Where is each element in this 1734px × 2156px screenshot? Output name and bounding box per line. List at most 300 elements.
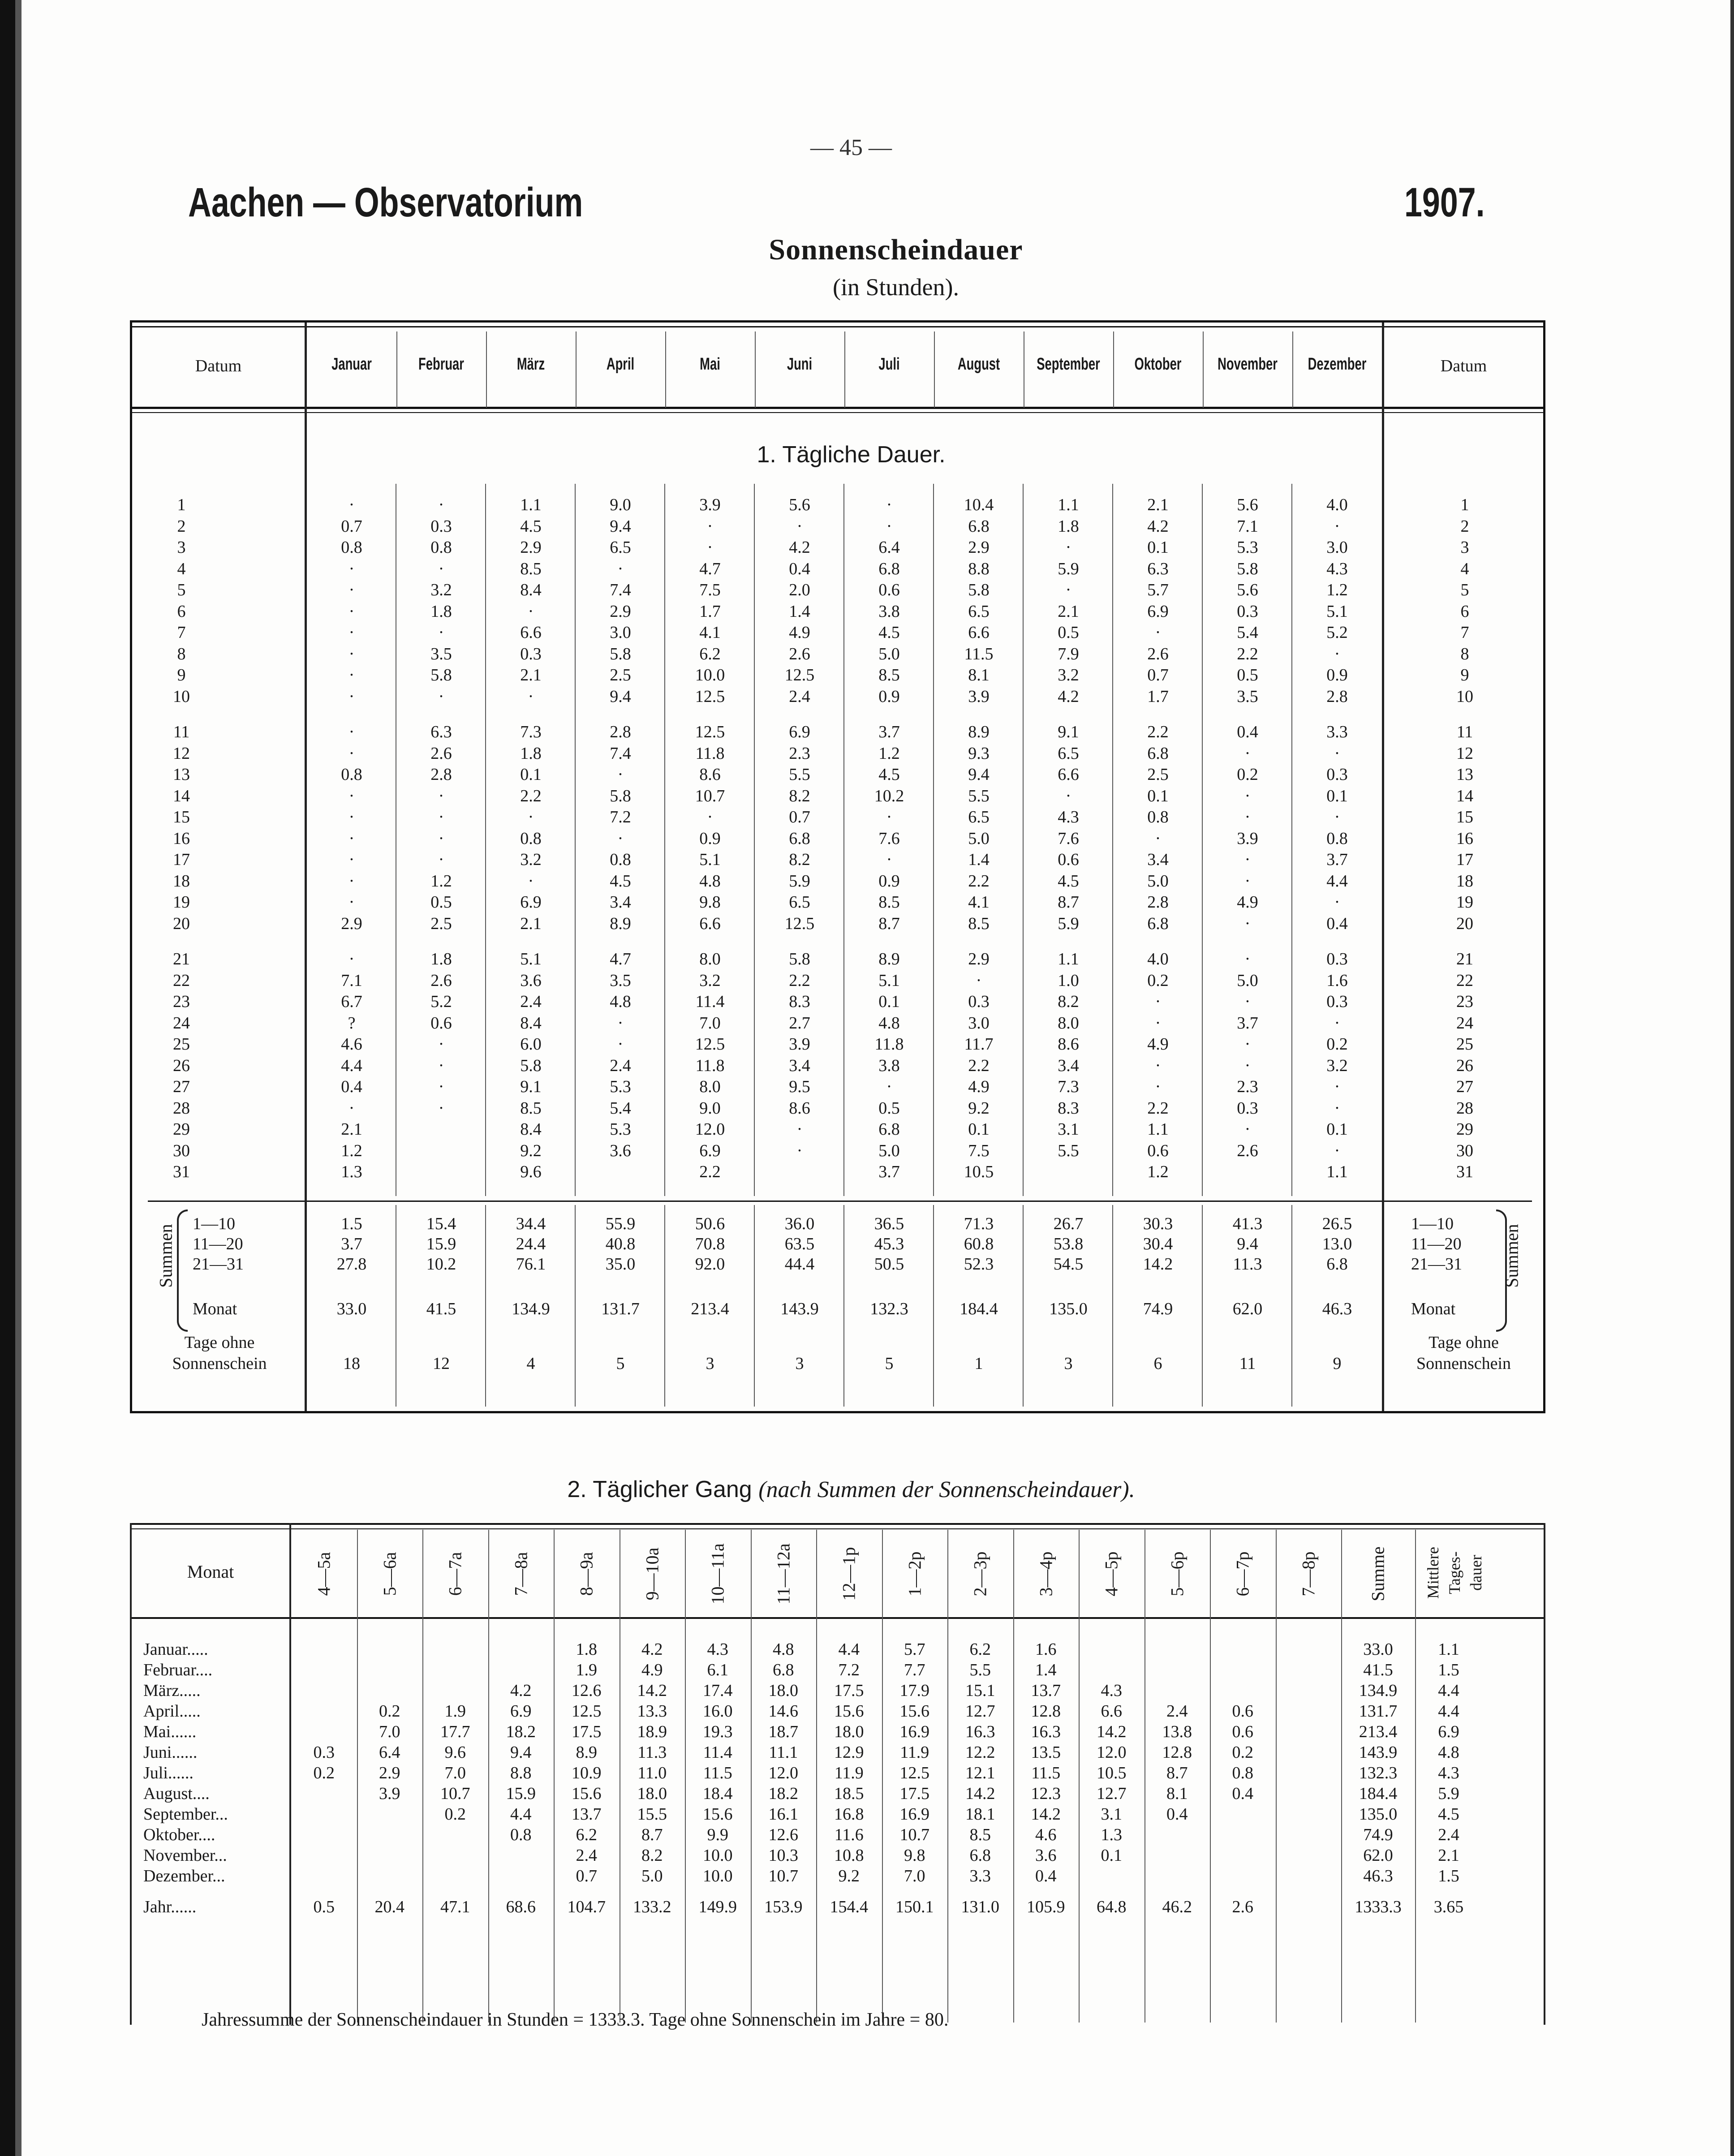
table-row-day-label-right: 4 [1460, 559, 1469, 578]
book-binding-edge [0, 0, 15, 2156]
day-value-cell: 6.3 [1147, 559, 1169, 578]
day-value-cell: · [1244, 850, 1251, 869]
day-value-cell: 5.8 [520, 1056, 542, 1075]
hourly-value-cell: 9.4 [510, 1743, 532, 1762]
month-sum-cell: 33.0 [1363, 1640, 1393, 1659]
table-row-day-label: 30 [173, 1141, 190, 1160]
table1-bottom-rule [148, 1411, 1532, 1412]
table-row-day-label-right: 22 [1456, 971, 1473, 990]
hourly-value-cell: 10.7 [440, 1784, 470, 1803]
day-value-cell: 4.4 [341, 1056, 362, 1075]
day-value-cell: 2.2 [968, 1056, 990, 1075]
day-value-cell: 6.6 [968, 623, 990, 642]
day-value-cell: 7.1 [341, 971, 362, 990]
hourly-value-cell: 8.5 [969, 1825, 991, 1844]
day-value-cell: · [1244, 992, 1251, 1011]
table-row-day-label-right: 30 [1456, 1141, 1473, 1160]
month-row-label: März..... [143, 1681, 201, 1700]
day-value-cell: 2.4 [520, 992, 542, 1011]
sum-row-label-right: 1—10 [1411, 1214, 1454, 1233]
day-value-cell: 0.6 [1058, 850, 1079, 869]
day-value-cell: 3.4 [610, 893, 631, 912]
day-value-cell: 11.8 [695, 1056, 725, 1075]
day-value-cell: 1.8 [430, 950, 452, 968]
day-value-cell: · [438, 808, 444, 826]
day-value-cell: 3.0 [1326, 538, 1348, 557]
table-row-day-label: 24 [173, 1013, 190, 1033]
year-value-cell: 20.4 [374, 1898, 404, 1916]
hour-header-8: 12—1p [839, 1547, 859, 1601]
sum-value-cell: 40.8 [605, 1235, 636, 1253]
table-row-day-label: 7 [177, 623, 186, 642]
hourly-value-cell: 0.4 [1035, 1867, 1057, 1885]
table-row-day-label-right: 3 [1460, 538, 1469, 557]
day-value-cell: 8.1 [968, 666, 990, 684]
day-value-cell: 1.0 [1058, 971, 1079, 990]
hourly-value-cell: 6.2 [969, 1640, 991, 1659]
day-value-cell: 7.0 [699, 1013, 721, 1033]
sum-value-cell: 26.7 [1053, 1214, 1084, 1233]
hourly-value-cell: 12.9 [834, 1743, 864, 1762]
month-mean-cell: 1.1 [1438, 1640, 1459, 1659]
day-value-cell: 3.4 [789, 1056, 810, 1075]
month-sum-cell: 184.4 [1359, 1784, 1398, 1803]
table-row-day-label: 4 [177, 559, 186, 578]
hourly-value-cell: 0.8 [1232, 1764, 1253, 1782]
month-sum-cell: 131.7 [1359, 1702, 1398, 1721]
day-value-cell: 8.4 [520, 1120, 542, 1139]
hourly-value-cell: 13.8 [1162, 1722, 1192, 1741]
day-value-cell: 0.9 [878, 871, 900, 891]
table-row-day-label: 15 [173, 808, 190, 826]
day-value-cell: 2.3 [1237, 1077, 1258, 1096]
year-heading: 1907. [1404, 180, 1485, 225]
sum-value-cell: 33.0 [336, 1300, 367, 1318]
day-value-cell: · [438, 786, 444, 805]
day-value-cell: 2.2 [968, 871, 990, 891]
day-value-cell: 3.7 [878, 723, 900, 741]
hourly-value-cell: 7.7 [904, 1661, 925, 1679]
day-value-cell: 5.9 [1058, 559, 1079, 578]
day-value-cell: 9.5 [789, 1077, 810, 1096]
table-row-day-label: 25 [173, 1035, 190, 1054]
day-value-cell: 8.0 [1058, 1013, 1079, 1033]
day-value-cell: 8.0 [699, 1077, 721, 1096]
day-value-cell: · [438, 687, 444, 706]
day-value-cell: 4.5 [610, 871, 631, 891]
table-row-day-label-right: 26 [1456, 1056, 1473, 1075]
day-value-cell: 8.8 [968, 559, 990, 578]
day-value-cell: 2.6 [430, 971, 452, 990]
table-row-day-label-right: 9 [1460, 666, 1469, 684]
hourly-value-cell: 11.6 [834, 1825, 864, 1844]
day-value-cell: 4.9 [789, 623, 810, 642]
table-row-day-label: 13 [173, 765, 190, 784]
day-value-cell: 2.8 [1326, 687, 1348, 706]
sum-value-cell: 41.5 [426, 1300, 456, 1318]
hourly-value-cell: 18.0 [637, 1784, 667, 1803]
day-value-cell: 3.7 [1326, 850, 1348, 869]
table1-column-rule [576, 331, 577, 408]
table1-column-rule [934, 331, 935, 408]
table-row-day-label-right: 31 [1456, 1162, 1473, 1181]
day-value-cell: 8.2 [1058, 992, 1079, 1011]
sum-value-cell: 46.3 [1322, 1300, 1352, 1318]
day-value-cell: 2.7 [789, 1013, 810, 1033]
sum-value-cell: 135.0 [1049, 1300, 1088, 1318]
day-value-cell: 1.3 [341, 1162, 362, 1181]
year-value-cell: 131.0 [961, 1898, 999, 1916]
hour-header-14: 6—7p [1232, 1551, 1253, 1597]
day-value-cell: 8.2 [789, 850, 810, 869]
hourly-value-cell: 5.7 [904, 1640, 925, 1659]
hourly-value-cell: 16.8 [834, 1805, 864, 1824]
day-value-cell: 0.5 [1237, 666, 1258, 684]
month-header-dezember: Dezember [1308, 355, 1367, 374]
hourly-value-cell: 0.2 [1232, 1743, 1253, 1762]
day-value-cell: 5.8 [789, 950, 810, 968]
day-value-cell: 0.9 [878, 687, 900, 706]
sum-value-cell: 50.6 [695, 1214, 725, 1233]
day-value-cell: · [349, 687, 355, 706]
day-value-cell: 0.7 [1147, 666, 1169, 684]
day-value-cell: 8.5 [520, 559, 542, 578]
hourly-value-cell: 10.3 [768, 1846, 798, 1865]
table-row-day-label-right: 1 [1460, 495, 1469, 514]
month-sum-cell: 134.9 [1359, 1681, 1398, 1700]
sum-value-cell: 76.1 [516, 1255, 546, 1274]
station-heading: Aachen — Observatorium [188, 180, 583, 225]
tage-ohne-value: 3 [795, 1354, 804, 1373]
hourly-value-cell: 8.1 [1166, 1784, 1188, 1803]
day-value-cell: 2.2 [520, 786, 542, 805]
day-value-cell: 5.6 [789, 495, 810, 514]
tage-ohne-value: 5 [885, 1354, 894, 1373]
hourly-value-cell: 0.2 [313, 1764, 335, 1782]
tage-ohne-value: 3 [706, 1354, 714, 1373]
day-value-cell: 6.9 [789, 723, 810, 741]
table1-column-rule [1292, 331, 1293, 408]
day-value-cell: 3.5 [1237, 687, 1258, 706]
day-value-cell: 6.8 [878, 559, 900, 578]
hourly-value-cell: 4.2 [510, 1681, 532, 1700]
day-value-cell: · [1334, 1077, 1340, 1096]
day-value-cell: 7.6 [1058, 829, 1079, 848]
table1-column-rule [486, 331, 487, 408]
day-value-cell: · [438, 1056, 444, 1075]
day-value-cell: 4.2 [789, 538, 810, 557]
hourly-value-cell: 12.3 [1031, 1784, 1061, 1803]
month-header-juni: Juni [787, 355, 813, 374]
sum-row-label-right: Monat [1411, 1300, 1456, 1318]
table-row-day-label: 28 [173, 1098, 190, 1118]
day-value-cell: · [349, 744, 355, 763]
hourly-value-cell: 12.5 [899, 1764, 929, 1782]
day-value-cell: 4.2 [1058, 687, 1079, 706]
sum-value-cell: 27.8 [336, 1255, 367, 1274]
day-value-cell: 11.8 [695, 744, 725, 763]
sum-value-cell: 3.7 [341, 1235, 362, 1253]
day-value-cell: 8.3 [1058, 1098, 1079, 1118]
day-value-cell: · [886, 850, 892, 869]
hourly-value-cell: 6.4 [379, 1743, 400, 1762]
hourly-value-cell: 14.2 [965, 1784, 995, 1803]
sum-value-cell: 24.4 [516, 1235, 546, 1253]
day-value-cell: 4.1 [968, 893, 990, 912]
month-sum-cell: 213.4 [1359, 1722, 1398, 1741]
month-header-mai: Mai [700, 355, 720, 374]
day-value-cell: 0.8 [1147, 808, 1169, 826]
day-value-cell: 7.1 [1237, 516, 1258, 536]
day-value-cell: 2.6 [1147, 644, 1169, 663]
day-value-cell: 2.2 [1237, 644, 1258, 663]
sum-value-cell: 14.2 [1143, 1255, 1173, 1274]
hourly-value-cell: 6.8 [773, 1661, 794, 1679]
day-value-cell: 4.6 [341, 1035, 362, 1054]
table1-datum-header: Datum [195, 357, 242, 375]
table-row-day-label-right: 12 [1456, 744, 1473, 763]
table-row-day-label-right: 21 [1456, 950, 1473, 968]
hourly-value-cell: 18.5 [834, 1784, 864, 1803]
day-value-cell: · [1155, 992, 1161, 1011]
table2-top-rule [130, 1523, 1545, 1525]
year-value-cell: 46.2 [1162, 1898, 1192, 1916]
hourly-value-cell: 11.1 [769, 1743, 798, 1762]
day-value-cell: 5.6 [1237, 581, 1258, 599]
day-value-cell: · [796, 516, 803, 536]
hourly-value-cell: 1.9 [444, 1702, 466, 1721]
day-value-cell: 10.2 [874, 786, 904, 805]
hourly-value-cell: 1.9 [576, 1661, 597, 1679]
day-value-cell: 0.4 [341, 1077, 362, 1096]
day-value-cell: 7.9 [1058, 644, 1079, 663]
hourly-value-cell: 17.5 [834, 1681, 864, 1700]
sum-value-cell: 132.3 [870, 1300, 908, 1318]
day-value-cell: 3.2 [1326, 1056, 1348, 1075]
table1-column-rule [844, 331, 845, 408]
hourly-value-cell: 11.4 [703, 1743, 732, 1762]
day-value-cell: 6.5 [968, 602, 990, 621]
table-row-day-label-right: 2 [1460, 516, 1469, 536]
year-value-cell: 64.8 [1097, 1898, 1127, 1916]
day-value-cell: 6.0 [520, 1035, 542, 1054]
day-value-cell: 0.7 [789, 808, 810, 826]
sum-value-cell: 71.3 [964, 1214, 994, 1233]
day-value-cell: 12.5 [695, 1035, 725, 1054]
month-sum-cell: 132.3 [1359, 1764, 1398, 1782]
hourly-value-cell: 4.6 [1035, 1825, 1057, 1844]
hourly-value-cell: 0.2 [379, 1702, 400, 1721]
month-header-september: September [1037, 355, 1100, 374]
month-row-label: Juni...... [143, 1743, 198, 1762]
day-value-cell: 5.2 [430, 992, 452, 1011]
day-value-cell: 4.0 [1326, 495, 1348, 514]
day-value-cell: 4.5 [1058, 871, 1079, 891]
hourly-value-cell: 0.6 [1232, 1702, 1253, 1721]
hourly-value-cell: 15.5 [637, 1805, 667, 1824]
day-value-cell: · [349, 602, 355, 621]
hourly-value-cell: 5.5 [969, 1661, 991, 1679]
day-value-cell: · [349, 871, 355, 891]
hourly-value-cell: 17.9 [899, 1681, 929, 1700]
day-value-cell: · [1244, 950, 1251, 968]
day-value-cell: 2.1 [520, 914, 542, 933]
day-value-cell: · [1244, 914, 1251, 933]
sum-value-cell: 26.5 [1322, 1214, 1352, 1233]
day-value-cell: 8.4 [520, 581, 542, 599]
day-value-cell: 2.2 [1147, 1098, 1169, 1118]
hourly-value-cell: 15.9 [506, 1784, 536, 1803]
day-value-cell: 5.8 [1237, 559, 1258, 578]
hour-header-6: 10—11a [707, 1543, 728, 1605]
day-value-cell: 6.4 [878, 538, 900, 557]
table-row-day-label: 26 [173, 1056, 190, 1075]
hourly-value-cell: 4.2 [641, 1640, 663, 1659]
table-row-day-label-right: 17 [1456, 850, 1473, 869]
hour-header-12: 4—5p [1101, 1551, 1122, 1597]
day-value-cell: 1.2 [1326, 581, 1348, 599]
hourly-value-cell: 0.2 [444, 1805, 466, 1824]
month-sum-cell: 74.9 [1363, 1825, 1393, 1844]
sum-value-cell: 13.0 [1322, 1235, 1352, 1253]
day-value-cell: 6.8 [968, 516, 990, 536]
hourly-value-cell: 9.9 [707, 1825, 728, 1844]
day-value-cell: 11.7 [964, 1035, 994, 1054]
day-value-cell: 8.0 [699, 950, 721, 968]
table1-column-rule [665, 331, 666, 408]
hourly-value-cell: 12.1 [965, 1764, 995, 1782]
table-row-day-label: 2 [177, 516, 186, 536]
year-value-cell: 104.7 [567, 1898, 606, 1916]
hour-header-11: 3—4p [1036, 1551, 1056, 1597]
day-value-cell: 2.3 [789, 744, 810, 763]
day-value-cell: 2.6 [1237, 1141, 1258, 1160]
day-value-cell: 3.6 [610, 1141, 631, 1160]
mittlere-header-line: dauer [1467, 1555, 1485, 1591]
table1-section-title: 1. Tägliche Dauer. [757, 442, 946, 468]
year-value-cell: 154.4 [830, 1898, 868, 1916]
month-header-august: August [957, 355, 1000, 374]
day-value-cell: · [1065, 786, 1071, 805]
day-value-cell: · [1244, 744, 1251, 763]
day-value-cell: 8.7 [878, 914, 900, 933]
day-value-cell: · [349, 581, 355, 599]
summen-label-right: Summen [1502, 1224, 1522, 1288]
hourly-value-cell: 8.8 [510, 1764, 532, 1782]
table1-sums-rule [148, 1201, 1532, 1202]
table-row-day-label: 11 [173, 723, 190, 741]
table-row-day-label-right: 25 [1456, 1035, 1473, 1054]
day-value-cell: · [349, 666, 355, 684]
day-value-cell: 4.0 [1147, 950, 1169, 968]
day-value-cell: 0.1 [1326, 1120, 1348, 1139]
day-value-cell: · [617, 765, 624, 784]
sum-value-cell: 34.4 [516, 1214, 546, 1233]
hourly-value-cell: 13.5 [1031, 1743, 1061, 1762]
month-mean-cell: 4.4 [1438, 1681, 1459, 1700]
hourly-value-cell: 0.7 [576, 1867, 597, 1885]
hourly-value-cell: 4.9 [641, 1661, 663, 1679]
hour-header-5: 9—10a [642, 1547, 663, 1601]
day-value-cell: 3.5 [610, 971, 631, 990]
day-value-cell: · [617, 829, 624, 848]
day-value-cell: · [1065, 581, 1071, 599]
table-row-day-label-right: 6 [1460, 602, 1469, 621]
day-value-cell: 6.8 [878, 1120, 900, 1139]
day-value-cell: 4.9 [1237, 893, 1258, 912]
hourly-value-cell: 12.8 [1031, 1702, 1061, 1721]
day-value-cell: 8.5 [878, 666, 900, 684]
table-row-day-label: 16 [173, 829, 190, 848]
day-value-cell: 6.8 [789, 829, 810, 848]
hourly-value-cell: 17.5 [899, 1784, 929, 1803]
hourly-value-cell: 6.6 [1101, 1702, 1122, 1721]
hourly-value-cell: 18.9 [637, 1722, 667, 1741]
hourly-value-cell: 17.4 [703, 1681, 733, 1700]
year-value-cell: 2.6 [1232, 1898, 1253, 1916]
hourly-value-cell: 16.3 [1031, 1722, 1061, 1741]
hourly-value-cell: 11.3 [637, 1743, 667, 1762]
day-value-cell: · [1334, 644, 1340, 663]
hour-header-13: 5—6p [1167, 1551, 1188, 1597]
day-value-cell: 9.4 [968, 765, 990, 784]
sum-value-cell: 36.0 [784, 1214, 815, 1233]
day-value-cell: 3.9 [1237, 829, 1258, 848]
table-row-day-label-right: 14 [1456, 786, 1473, 805]
table-row-day-label: 21 [173, 950, 190, 968]
day-value-cell: 0.8 [1326, 829, 1348, 848]
day-value-cell: 2.8 [610, 723, 631, 741]
day-value-cell: 5.5 [968, 786, 990, 805]
table2-top-rule-thin [130, 1528, 1545, 1529]
year-value-cell: 133.2 [633, 1898, 671, 1916]
hourly-value-cell: 17.7 [440, 1722, 470, 1741]
day-value-cell: 0.5 [430, 893, 452, 912]
day-value-cell: · [976, 971, 982, 990]
hourly-value-cell: 12.0 [768, 1764, 798, 1782]
sum-value-cell: 92.0 [695, 1255, 725, 1274]
table-row-day-label-right: 10 [1456, 687, 1473, 706]
day-value-cell: 5.3 [610, 1077, 631, 1096]
day-value-cell: 3.9 [968, 687, 990, 706]
hourly-value-cell: 19.3 [703, 1722, 733, 1741]
day-value-cell: 5.7 [1147, 581, 1169, 599]
month-mean-cell: 1.5 [1438, 1867, 1459, 1885]
sum-value-cell: 9.4 [1237, 1235, 1258, 1253]
day-value-cell: 11.8 [874, 1035, 904, 1054]
day-value-cell: 9.1 [1058, 723, 1079, 741]
table-row-day-label-right: 15 [1456, 808, 1473, 826]
day-value-cell: 0.8 [610, 850, 631, 869]
day-value-cell: 8.6 [789, 1098, 810, 1118]
month-header-märz: März [516, 355, 545, 374]
table-row-day-label-right: 8 [1460, 644, 1469, 663]
day-value-cell: 5.9 [789, 871, 810, 891]
month-row-label: Mai...... [143, 1722, 197, 1741]
table-row-day-label-right: 28 [1456, 1098, 1473, 1118]
hourly-value-cell: 0.4 [1166, 1805, 1188, 1824]
month-row-label: Dezember... [143, 1867, 225, 1885]
hourly-value-cell: 14.2 [1097, 1722, 1127, 1741]
sum-value-cell: 30.4 [1143, 1235, 1173, 1253]
hourly-value-cell: 11.0 [637, 1764, 667, 1782]
hourly-value-cell: 3.3 [969, 1867, 991, 1885]
day-value-cell: 3.8 [878, 602, 900, 621]
day-value-cell: · [438, 850, 444, 869]
day-value-cell: · [438, 495, 444, 514]
day-value-cell: 8.9 [610, 914, 631, 933]
table1-column-rule [755, 331, 756, 408]
